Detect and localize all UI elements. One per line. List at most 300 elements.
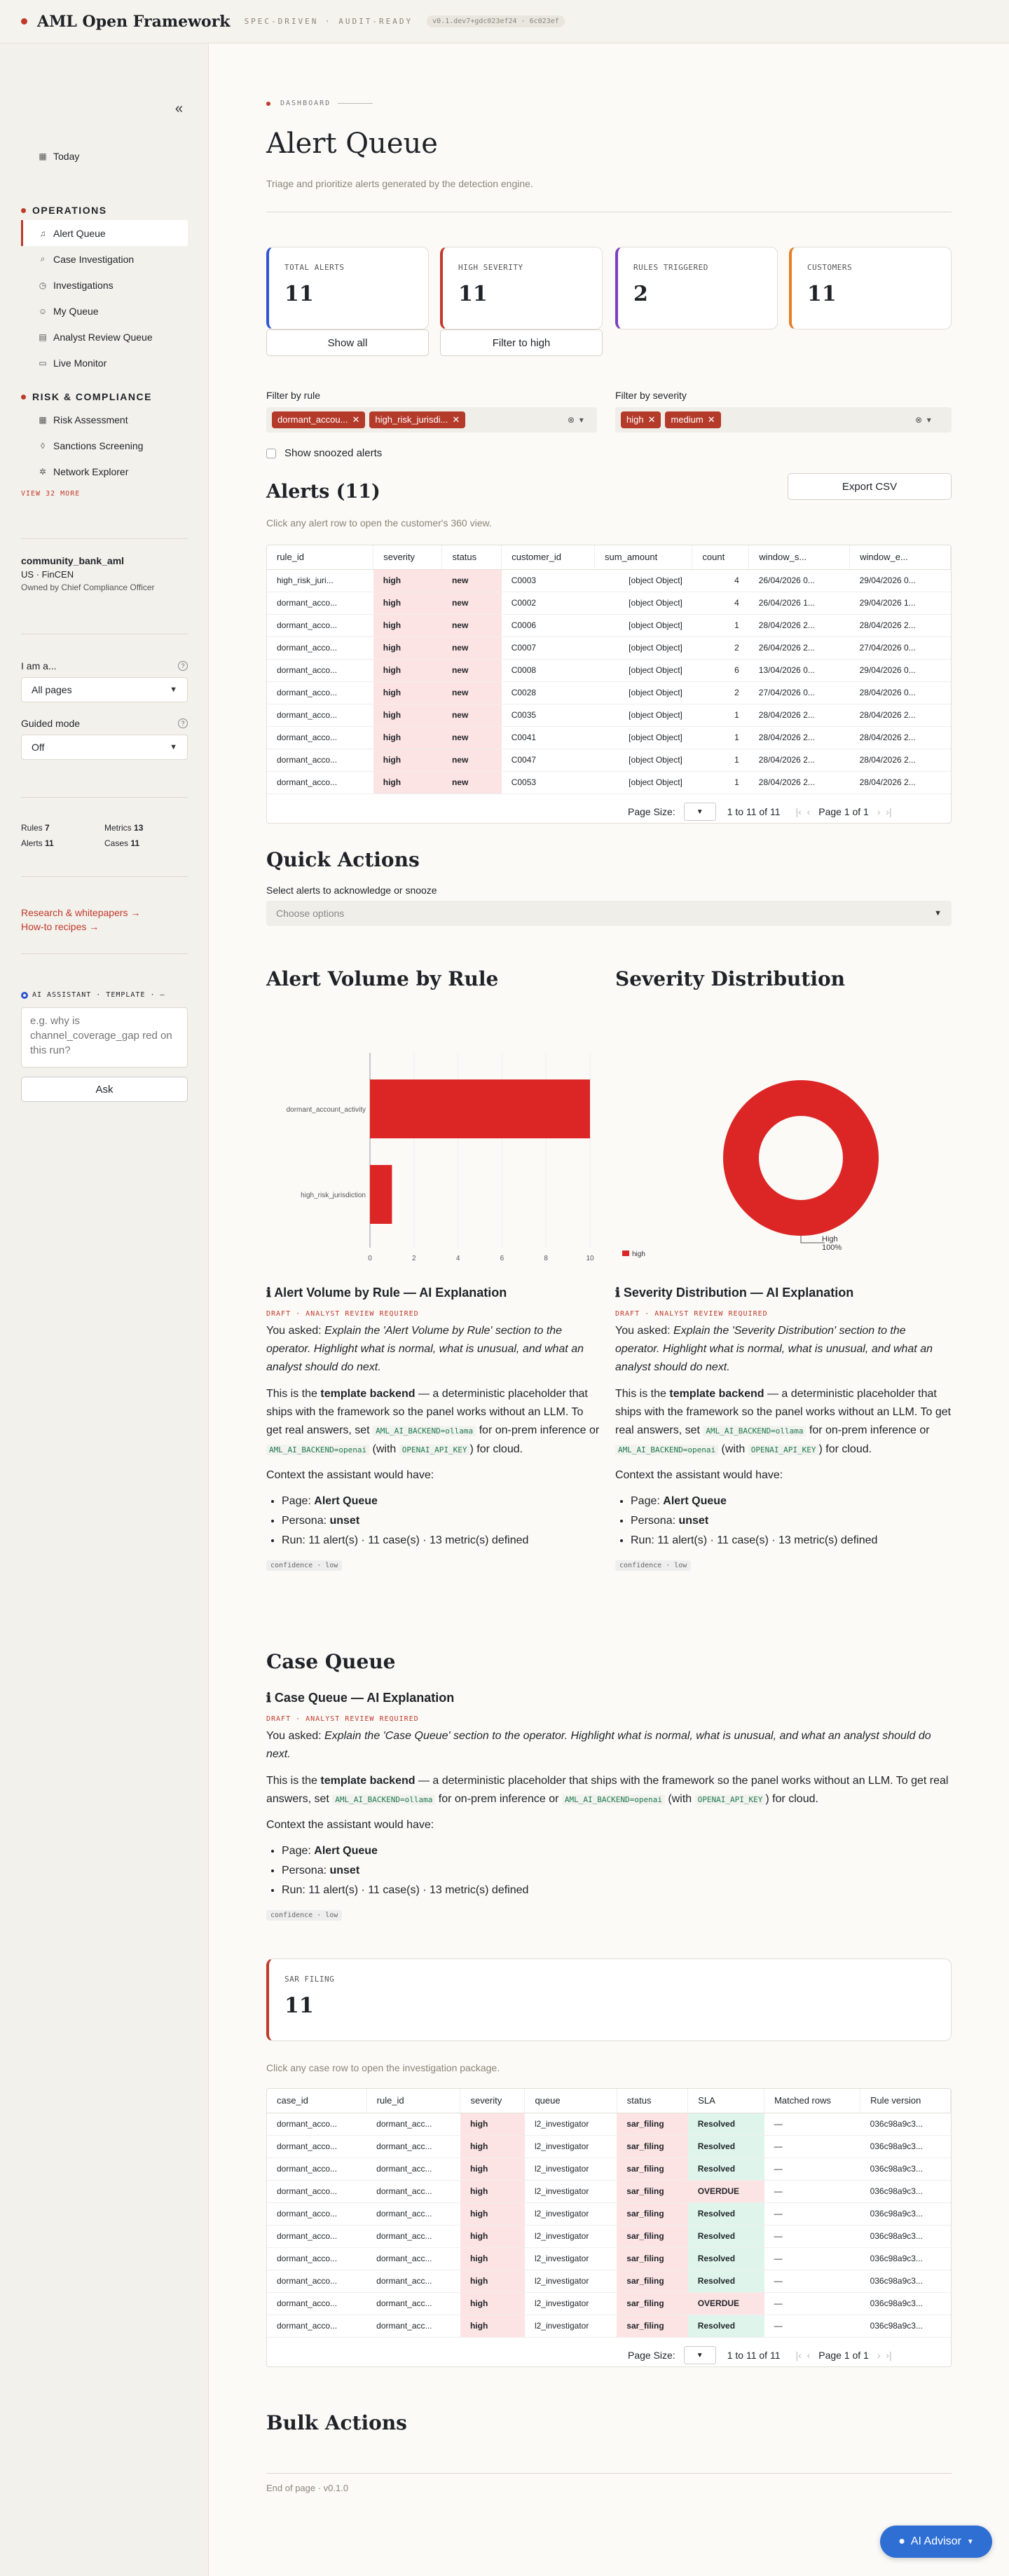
chevron-down-icon: ▼ bbox=[934, 909, 942, 918]
sidebar-item-label: Risk Assessment bbox=[53, 414, 128, 425]
sidebar-item-label: Today bbox=[53, 150, 80, 162]
table-cell: sar_filing bbox=[617, 2270, 687, 2292]
table-cell: dormant_acc... bbox=[366, 2202, 460, 2225]
sidebar-item-label: Investigations bbox=[53, 279, 114, 291]
table-cell: [object Object] bbox=[595, 636, 692, 659]
assistant-title: AI ASSISTANT · TEMPLATE · — bbox=[21, 991, 188, 999]
page-title: Alert Queue bbox=[266, 128, 438, 160]
grid-icon: ▦ bbox=[39, 414, 47, 425]
table-cell: dormant_acco... bbox=[267, 704, 373, 726]
chat-icon: ● bbox=[898, 2535, 905, 2547]
table-row[interactable] bbox=[267, 2202, 951, 2225]
table-row[interactable] bbox=[267, 771, 951, 793]
chevron-down-icon: ▼ bbox=[170, 686, 177, 694]
clear-icon[interactable]: ⊗ ▾ bbox=[568, 415, 584, 425]
table-row[interactable] bbox=[267, 749, 951, 771]
sidebar-item-risk-assessment[interactable] bbox=[21, 407, 188, 432]
table-cell: Resolved bbox=[688, 2247, 764, 2270]
brand-tagline: SPEC-DRIVEN · AUDIT-READY bbox=[244, 17, 413, 26]
sidebar-item-label: Alert Queue bbox=[53, 227, 106, 239]
filter-high-button[interactable]: Filter to high bbox=[440, 329, 603, 356]
table-cell: high bbox=[460, 2113, 525, 2135]
ai-explanation-bar bbox=[266, 1286, 601, 1571]
snoozed-checkbox[interactable]: Show snoozed alerts bbox=[266, 447, 382, 459]
guided-mode-label: Guided mode ? bbox=[21, 718, 188, 729]
table-cell: dormant_acc... bbox=[366, 2135, 460, 2158]
ai-panel-title: ℹ Severity Distribution — AI Explanation bbox=[615, 1286, 854, 1300]
breadcrumb: DASHBOARD bbox=[266, 100, 373, 107]
quick-actions-select[interactable]: Choose options ▼ bbox=[266, 901, 952, 926]
stat-alerts: Alerts 11 bbox=[21, 838, 54, 848]
table-cell: new bbox=[442, 592, 502, 614]
table-cell: Resolved bbox=[688, 2225, 764, 2247]
table-cell: dormant_acco... bbox=[267, 2135, 366, 2158]
severity-filter-select[interactable] bbox=[615, 407, 952, 432]
view-more-link[interactable]: VIEW 32 MORE bbox=[21, 490, 81, 498]
table-cell: l2_investigator bbox=[525, 2158, 617, 2180]
x-tick-label: 0 bbox=[368, 1255, 372, 1262]
table-cell: high bbox=[460, 2225, 525, 2247]
table-cell: C0028 bbox=[502, 681, 595, 704]
bulk-actions-title: Bulk Actions bbox=[266, 2411, 407, 2434]
draft-badge: DRAFT · ANALYST REVIEW REQUIRED bbox=[266, 1715, 419, 1723]
column-header[interactable]: window_s... bbox=[749, 545, 850, 569]
table-cell: 28/04/2026 2... bbox=[850, 704, 951, 726]
list-icon: ▤ bbox=[39, 332, 47, 342]
table-cell: high bbox=[460, 2135, 525, 2158]
table-cell: 29/04/2026 1... bbox=[850, 592, 951, 614]
sar-filing-kpi: SAR FILING 11 bbox=[266, 1958, 952, 2041]
table-cell: high bbox=[373, 614, 442, 636]
ai-question: You asked: Explain the 'Severity Distribution' section to the operator. Highlight what is normal, what is unusual, and what an analyst should do next. bbox=[615, 1325, 933, 1373]
search-icon: ⌕ bbox=[40, 254, 46, 264]
table-cell: sar_filing bbox=[617, 2135, 687, 2158]
sidebar-item-live-monitor[interactable] bbox=[21, 350, 188, 376]
table-cell: 28/04/2026 2... bbox=[749, 726, 850, 749]
table-row[interactable] bbox=[267, 726, 951, 749]
kpi-value: 11 bbox=[458, 282, 488, 306]
column-header[interactable]: rule_id bbox=[267, 545, 373, 569]
howto-link[interactable]: How-to recipes → bbox=[21, 921, 99, 932]
table-cell: 6 bbox=[692, 659, 749, 681]
table-cell: C0003 bbox=[502, 569, 595, 592]
assistant-input[interactable] bbox=[21, 1007, 188, 1068]
table-cell: dormant_acco... bbox=[267, 2292, 366, 2315]
sidebar-item-label: Network Explorer bbox=[53, 465, 129, 477]
table-cell: 036c98a9c3... bbox=[860, 2113, 951, 2135]
rule-chip[interactable]: dormant_accou... ✕ bbox=[272, 411, 365, 428]
table-cell: 1 bbox=[692, 749, 749, 771]
table-cell: 28/04/2026 0... bbox=[850, 681, 951, 704]
table-cell: — bbox=[764, 2315, 860, 2337]
stat-metrics: Metrics 13 bbox=[104, 823, 144, 833]
help-icon[interactable]: ? bbox=[178, 661, 188, 671]
column-header[interactable]: status bbox=[442, 545, 502, 569]
table-cell: 4 bbox=[692, 569, 749, 592]
table-cell: C0035 bbox=[502, 704, 595, 726]
table-cell: dormant_acco... bbox=[267, 592, 373, 614]
column-header[interactable]: status bbox=[617, 2089, 687, 2113]
table-row[interactable] bbox=[267, 2180, 951, 2202]
show-all-button[interactable]: Show all bbox=[266, 329, 429, 356]
table-cell: 2 bbox=[692, 681, 749, 704]
kpi-card bbox=[789, 247, 952, 329]
table-cell: new bbox=[442, 659, 502, 681]
table-cell: high bbox=[460, 2292, 525, 2315]
table-row[interactable] bbox=[267, 659, 951, 681]
workspace-region: US · FinCEN bbox=[21, 569, 74, 580]
sidebar-item-alert-queue[interactable] bbox=[21, 220, 188, 246]
table-cell: 26/04/2026 1... bbox=[749, 592, 850, 614]
x-tick-label: 6 bbox=[500, 1255, 504, 1262]
table-cell: 036c98a9c3... bbox=[860, 2180, 951, 2202]
table-cell: dormant_acco... bbox=[267, 2113, 366, 2135]
table-cell: 2 bbox=[692, 636, 749, 659]
info-icon: ℹ bbox=[266, 1691, 271, 1705]
ai-panel-title: ℹ Case Queue — AI Explanation bbox=[266, 1691, 455, 1705]
table-cell: dormant_acc... bbox=[366, 2270, 460, 2292]
user-icon: ☺ bbox=[38, 306, 48, 316]
sidebar-item-case-investigation[interactable] bbox=[21, 246, 188, 272]
brand-dot bbox=[21, 18, 27, 25]
slice-leader-line bbox=[801, 1236, 825, 1243]
sidebar-item-today[interactable] bbox=[21, 143, 188, 169]
sidebar-item-sanctions-screening[interactable] bbox=[21, 432, 188, 458]
table-cell: Resolved bbox=[688, 2158, 764, 2180]
rule-filter-label: Filter by rule bbox=[266, 390, 321, 401]
table-cell: 13/04/2026 0... bbox=[749, 659, 850, 681]
table-cell: — bbox=[764, 2292, 860, 2315]
ai-explanation-pie bbox=[615, 1286, 952, 1571]
table-row[interactable] bbox=[267, 2247, 951, 2270]
table-cell: dormant_acco... bbox=[267, 636, 373, 659]
table-cell: high bbox=[373, 569, 442, 592]
column-header[interactable]: customer_id bbox=[502, 545, 595, 569]
ai-question: You asked: Explain the 'Alert Volume by Rule' section to the operator. Highlight what is normal, what is unusual, and what an analyst should do next. bbox=[266, 1325, 584, 1373]
calendar-icon: ▦ bbox=[39, 151, 47, 161]
sidebar-section-operations: OPERATIONS bbox=[21, 205, 188, 216]
table-cell: C0008 bbox=[502, 659, 595, 681]
column-header[interactable]: sum_amount bbox=[595, 545, 692, 569]
table-cell: dormant_acc... bbox=[366, 2180, 460, 2202]
table-row[interactable] bbox=[267, 2158, 951, 2180]
table-cell: sar_filing bbox=[617, 2180, 687, 2202]
cases-table bbox=[266, 2088, 952, 2367]
table-cell: dormant_acco... bbox=[267, 771, 373, 793]
table-cell: l2_investigator bbox=[525, 2315, 617, 2337]
remove-icon: ✕ bbox=[707, 414, 715, 425]
column-header[interactable]: Matched rows bbox=[764, 2089, 860, 2113]
sidebar-item-network-explorer[interactable] bbox=[21, 458, 188, 484]
ai-answer: This is the template backend — a deterministic placeholder that ships with the framework so the panel works without an LLM. To get real answers, set AML_AI_BACKEND=ollama for on-prem inference or AML_AI_BACKEND=openai (with OPENAI_API_KEY ) for cloud. bbox=[615, 1388, 952, 1455]
table-cell: 036c98a9c3... bbox=[860, 2158, 951, 2180]
table-cell: high bbox=[460, 2315, 525, 2337]
workspace-owner: Owned by Chief Compliance Officer bbox=[21, 582, 155, 592]
table-cell: Resolved bbox=[688, 2113, 764, 2135]
table-cell: — bbox=[764, 2113, 860, 2135]
collapse-sidebar-icon[interactable]: « bbox=[174, 101, 183, 116]
ai-panel-title: ℹ Alert Volume by Rule — AI Explanation bbox=[266, 1286, 507, 1300]
draft-badge: DRAFT · ANALYST REVIEW REQUIRED bbox=[266, 1310, 419, 1318]
shield-icon: ◊ bbox=[41, 440, 45, 451]
table-cell: 28/04/2026 2... bbox=[850, 771, 951, 793]
table-cell: l2_investigator bbox=[525, 2292, 617, 2315]
rule-filter-select[interactable] bbox=[266, 407, 597, 432]
table-row[interactable] bbox=[267, 636, 951, 659]
table-cell: 036c98a9c3... bbox=[860, 2247, 951, 2270]
table-cell: Resolved bbox=[688, 2135, 764, 2158]
table-cell: l2_investigator bbox=[525, 2270, 617, 2292]
table-cell: dormant_acc... bbox=[366, 2292, 460, 2315]
table-cell: — bbox=[764, 2270, 860, 2292]
severity-filter-label: Filter by severity bbox=[615, 390, 687, 401]
clear-icon[interactable]: ⊗ ▾ bbox=[915, 415, 931, 425]
table-cell: Resolved bbox=[688, 2270, 764, 2292]
table-row[interactable] bbox=[267, 2292, 951, 2315]
table-cell: sar_filing bbox=[617, 2202, 687, 2225]
column-header[interactable]: case_id bbox=[267, 2089, 366, 2113]
sidebar-section-risk: RISK & COMPLIANCE bbox=[21, 391, 188, 402]
confidence-badge: confidence · low bbox=[266, 1910, 342, 1921]
pager-prev-icon[interactable]: |‹ ‹ bbox=[795, 2350, 811, 2361]
table-row[interactable] bbox=[267, 2270, 951, 2292]
help-icon[interactable]: ? bbox=[178, 718, 188, 728]
table-cell: sar_filing bbox=[617, 2247, 687, 2270]
network-icon: ✲ bbox=[39, 466, 47, 477]
table-cell: new bbox=[442, 771, 502, 793]
table-row[interactable] bbox=[267, 2315, 951, 2337]
table-cell: C0007 bbox=[502, 636, 595, 659]
table-cell: C0006 bbox=[502, 614, 595, 636]
monitor-icon: ▭ bbox=[39, 357, 47, 368]
table-cell: [object Object] bbox=[595, 681, 692, 704]
brand-title[interactable]: AML Open Framework bbox=[37, 12, 231, 31]
table-row[interactable] bbox=[267, 2225, 951, 2247]
table-cell: 28/04/2026 2... bbox=[749, 614, 850, 636]
table-cell: dormant_acco... bbox=[267, 726, 373, 749]
table-cell: 1 bbox=[692, 771, 749, 793]
kpi-label: CUSTOMERS bbox=[807, 263, 853, 272]
table-row[interactable] bbox=[267, 592, 951, 614]
sidebar-item-my-queue[interactable] bbox=[21, 298, 188, 324]
remove-icon: ✕ bbox=[647, 414, 656, 425]
sidebar-item-label: Sanctions Screening bbox=[53, 439, 144, 451]
kpi-card bbox=[440, 247, 603, 329]
bar-chart-title: Alert Volume by Rule bbox=[266, 967, 499, 990]
x-tick-label: 4 bbox=[455, 1255, 460, 1262]
table-cell: high bbox=[373, 636, 442, 659]
table-cell: 28/04/2026 2... bbox=[850, 749, 951, 771]
ai-answer: This is the template backend — a deterministic placeholder that ships with the framework so the panel works without an LLM. To get real answers, set AML_AI_BACKEND=ollama for on-prem inference or AML_AI_BACKEND=openai (with OPENAI_API_KEY ) for cloud. bbox=[266, 1388, 600, 1455]
page-subtitle: Triage and prioritize alerts generated by the detection engine. bbox=[266, 178, 533, 189]
alerts-hint: Click any alert row to open the customer's 360 view. bbox=[266, 517, 492, 529]
info-icon: ℹ bbox=[615, 1286, 620, 1300]
table-row[interactable] bbox=[267, 681, 951, 704]
table-row[interactable] bbox=[267, 2113, 951, 2135]
x-tick-label: 2 bbox=[412, 1255, 416, 1262]
sidebar-item-investigations[interactable] bbox=[21, 272, 188, 298]
table-cell: dormant_acc... bbox=[366, 2225, 460, 2247]
table-cell: dormant_acco... bbox=[267, 2202, 366, 2225]
alerts-table bbox=[266, 545, 952, 824]
x-tick-label: 10 bbox=[586, 1255, 594, 1262]
table-cell: l2_investigator bbox=[525, 2113, 617, 2135]
table-cell: dormant_acco... bbox=[267, 749, 373, 771]
chevron-down-icon: ▼ bbox=[966, 2537, 974, 2546]
column-header[interactable]: severity bbox=[373, 545, 442, 569]
pager-prev-icon[interactable]: |‹ ‹ bbox=[795, 806, 811, 817]
kpi-label: TOTAL ALERTS bbox=[284, 263, 345, 272]
table-cell: [object Object] bbox=[595, 659, 692, 681]
pie-chart bbox=[615, 1011, 952, 1263]
table-cell: sar_filing bbox=[617, 2113, 687, 2135]
table-cell: new bbox=[442, 569, 502, 592]
table-cell: — bbox=[764, 2135, 860, 2158]
table-cell: l2_investigator bbox=[525, 2202, 617, 2225]
table-cell: 1 bbox=[692, 726, 749, 749]
table-cell: 26/04/2026 0... bbox=[749, 569, 850, 592]
column-header[interactable]: rule_id bbox=[366, 2089, 460, 2113]
table-cell: high bbox=[373, 726, 442, 749]
table-cell: — bbox=[764, 2180, 860, 2202]
table-cell: l2_investigator bbox=[525, 2225, 617, 2247]
table-cell: 4 bbox=[692, 592, 749, 614]
table-cell: l2_investigator bbox=[525, 2180, 617, 2202]
page-size-select[interactable]: ▼ bbox=[684, 2346, 716, 2364]
table-cell: new bbox=[442, 681, 502, 704]
slice-pct: 100% bbox=[822, 1243, 842, 1252]
ai-question: You asked: Explain the 'Case Queue' section to the operator. Highlight what is normal, what is unusual, and what an analyst should do next. bbox=[266, 1730, 931, 1760]
table-cell: 036c98a9c3... bbox=[860, 2135, 951, 2158]
table-cell: — bbox=[764, 2158, 860, 2180]
sidebar-item-label: My Queue bbox=[53, 305, 99, 317]
ai-advisor-button[interactable]: ● AI Advisor ▼ bbox=[880, 2526, 992, 2558]
guided-mode-select[interactable]: Off ▼ bbox=[21, 735, 188, 760]
ask-button[interactable]: Ask bbox=[21, 1077, 188, 1102]
table-row[interactable] bbox=[267, 614, 951, 636]
confidence-badge: confidence · low bbox=[266, 1560, 342, 1571]
case-queue-title: Case Queue bbox=[266, 1650, 396, 1673]
export-csv-button[interactable]: Export CSV bbox=[788, 473, 952, 500]
table-cell: 29/04/2026 0... bbox=[850, 569, 951, 592]
persona-label: I am a... ? bbox=[21, 660, 188, 672]
sidebar-item-label: Live Monitor bbox=[53, 357, 107, 369]
pager-next-icon[interactable]: › ›| bbox=[877, 806, 892, 817]
table-row[interactable] bbox=[267, 2135, 951, 2158]
severity-chip[interactable]: medium ✕ bbox=[665, 411, 720, 428]
page-size-select[interactable]: ▼ bbox=[684, 803, 716, 821]
table-cell: C0041 bbox=[502, 726, 595, 749]
research-link[interactable]: Research & whitepapers → bbox=[21, 907, 141, 918]
bar bbox=[370, 1079, 590, 1138]
table-cell: 27/04/2026 0... bbox=[749, 681, 850, 704]
kpi-value: 11 bbox=[284, 282, 314, 306]
table-cell: dormant_acc... bbox=[366, 2158, 460, 2180]
table-cell: high bbox=[373, 749, 442, 771]
table-cell: [object Object] bbox=[595, 614, 692, 636]
column-header[interactable]: count bbox=[692, 545, 749, 569]
rule-chip[interactable]: high_risk_jurisdi... ✕ bbox=[369, 411, 465, 428]
table-cell: [object Object] bbox=[595, 726, 692, 749]
table-cell: 28/04/2026 2... bbox=[749, 749, 850, 771]
table-cell: high bbox=[373, 681, 442, 704]
column-header[interactable]: severity bbox=[460, 2089, 525, 2113]
category-label: dormant_account_activity bbox=[286, 1106, 366, 1114]
sidebar-item-label: Case Investigation bbox=[53, 253, 135, 265]
table-cell: high bbox=[460, 2180, 525, 2202]
table-cell: new bbox=[442, 614, 502, 636]
legend-swatch bbox=[622, 1250, 629, 1256]
table-cell: — bbox=[764, 2247, 860, 2270]
alerts-pager: Page Size: ▼ 1 to 11 of 11 |‹ ‹ Page 1 of 1 › ›| bbox=[628, 803, 892, 821]
sidebar-item-label: Analyst Review Queue bbox=[53, 331, 153, 343]
stat-cases: Cases 11 bbox=[104, 838, 140, 848]
cases-pager: Page Size: ▼ 1 to 11 of 11 |‹ ‹ Page 1 of 1 › ›| bbox=[628, 2346, 892, 2364]
alerts-title: Alerts (11) bbox=[266, 481, 380, 503]
table-cell: 26/04/2026 2... bbox=[749, 636, 850, 659]
cases-hint: Click any case row to open the investigation package. bbox=[266, 2062, 500, 2073]
kpi-card bbox=[266, 247, 429, 329]
column-header[interactable]: SLA bbox=[688, 2089, 764, 2113]
x-tick-label: 8 bbox=[544, 1255, 548, 1262]
table-cell: OVERDUE bbox=[688, 2180, 764, 2202]
table-cell: high bbox=[373, 771, 442, 793]
table-cell: dormant_acco... bbox=[267, 2247, 366, 2270]
table-cell: high bbox=[460, 2270, 525, 2292]
workspace-name: community_bank_aml bbox=[21, 555, 125, 566]
draft-badge: DRAFT · ANALYST REVIEW REQUIRED bbox=[615, 1310, 768, 1318]
pager-next-icon[interactable]: › ›| bbox=[877, 2350, 892, 2361]
table-row[interactable] bbox=[267, 704, 951, 726]
pie-slice bbox=[741, 1098, 861, 1218]
table-cell: — bbox=[764, 2202, 860, 2225]
chevron-down-icon: ▼ bbox=[170, 743, 177, 751]
table-cell: 1 bbox=[692, 704, 749, 726]
kpi-value: 2 bbox=[633, 282, 648, 306]
table-cell: C0047 bbox=[502, 749, 595, 771]
table-cell: high_risk_juri... bbox=[267, 569, 373, 592]
table-cell: sar_filing bbox=[617, 2292, 687, 2315]
table-cell: C0002 bbox=[502, 592, 595, 614]
table-cell: [object Object] bbox=[595, 592, 692, 614]
column-header[interactable]: queue bbox=[525, 2089, 617, 2113]
table-cell: dormant_acco... bbox=[267, 2180, 366, 2202]
kpi-card bbox=[615, 247, 778, 329]
ai-context-list: • Page: Alert Queue • Persona: unset • Run: 11 alert(s) · 11 case(s) · 13 metric(s) defined bbox=[266, 1492, 601, 1551]
table-cell: l2_investigator bbox=[525, 2135, 617, 2158]
ai-explanation-case bbox=[266, 1691, 952, 1921]
persona-select[interactable]: All pages ▼ bbox=[21, 677, 188, 702]
table-cell: dormant_acc... bbox=[366, 2315, 460, 2337]
table-cell: 036c98a9c3... bbox=[860, 2292, 951, 2315]
footer-text: End of page · v0.1.0 bbox=[266, 2483, 349, 2493]
table-cell: Resolved bbox=[688, 2202, 764, 2225]
table-cell: — bbox=[764, 2225, 860, 2247]
column-header[interactable]: window_e... bbox=[850, 545, 951, 569]
ai-context-list: • Page: Alert Queue • Persona: unset • Run: 11 alert(s) · 11 case(s) · 13 metric(s) defined bbox=[266, 1841, 952, 1900]
slice-label: High bbox=[822, 1235, 838, 1243]
ai-context-list: • Page: Alert Queue • Persona: unset • Run: 11 alert(s) · 11 case(s) · 13 metric(s) defined bbox=[615, 1492, 952, 1551]
column-header[interactable]: Rule version bbox=[860, 2089, 951, 2113]
sidebar-item-analyst-review-queue[interactable] bbox=[21, 324, 188, 350]
table-row[interactable] bbox=[267, 569, 951, 592]
table-cell: [object Object] bbox=[595, 569, 692, 592]
table-cell: dormant_acco... bbox=[267, 2225, 366, 2247]
table-cell: high bbox=[460, 2202, 525, 2225]
severity-chip[interactable]: high ✕ bbox=[621, 411, 661, 428]
info-icon: ℹ bbox=[266, 1286, 271, 1300]
bell-icon: ♫ bbox=[39, 228, 46, 238]
